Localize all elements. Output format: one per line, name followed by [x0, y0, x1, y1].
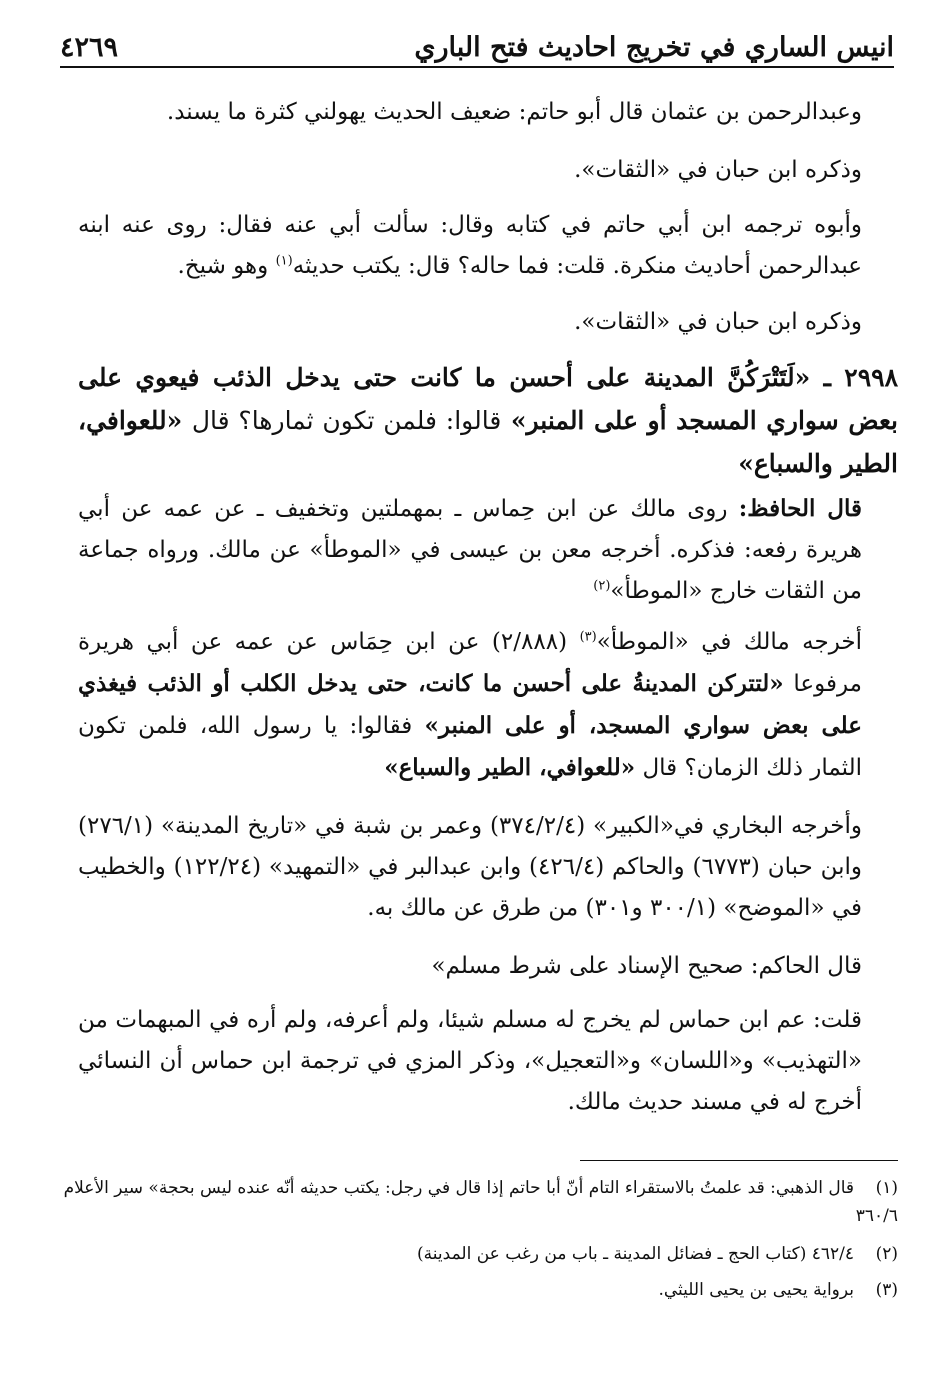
paragraph-text: وعبدالرحمن بن عثمان قال أبو حاتم: ضعيف الحديث يهولني كثرة ما يسند. — [166, 99, 862, 125]
footnote-text: قال الذهبي: قد علمتُ بالاستقراء التام أنّ أبا حاتم إذا قال في رجل: يكتب حديثه أنّه عنده ليس بحجة» سير الأعلام ٣٦٠/٦ — [63, 1178, 898, 1226]
paragraph-malik — [78, 622, 898, 789]
footnote-3 — [52, 1276, 898, 1304]
footnote-number: (١) — [875, 1178, 898, 1198]
footnote-text: برواية يحيى بن يحيى الليثي. — [658, 1280, 854, 1300]
book-title: انيس الساري في تخريج احاديث فتح الباري — [414, 32, 894, 63]
paragraph-father — [78, 205, 898, 287]
paragraph-thiqat-2 — [78, 302, 898, 343]
footnote-2 — [52, 1240, 898, 1268]
hadith-number: ٢٩٩٨ ـ — [823, 363, 898, 392]
footnote-ref[interactable]: (٣) — [579, 629, 597, 645]
footnote-number: (٣) — [875, 1280, 898, 1300]
footnote-1 — [52, 1174, 898, 1230]
paragraph-text: وذكره ابن حبان في «الثقات». — [574, 309, 862, 335]
hadith-text: «لَتَتْرَكُنَّ المدينة على أحسن ما كانت حتى يدخل الذئب فيعوي على بعض سواري المسجد أو على المنبر» — [78, 363, 898, 435]
paragraph-text: روى مالك عن ابن حِماس ـ بمهملتين وتخفيف ـ عن عمه عن أبي هريرة رفعه: فذكره. أخرجه معن بن عيسى في «الموطأ» عن مالك. ورواه جماعة من الثقات خارج «الموطأ» — [78, 496, 862, 604]
paragraph-text: أخرجه مالك في «الموطأ» — [596, 629, 863, 655]
paragraph-abdulrahman — [78, 92, 898, 133]
footnote-number: (٢) — [875, 1244, 898, 1264]
paragraph-text: وأخرجه البخاري في«الكبير» (٣٧٤/٢/٤) وعمر بن شبة في «تاريخ المدينة» (٢٧٦/١) وابن حبان (٦٧٧٣) والحاكم (٤٢٦/٤) وابن عبدالبر في «التمهيد» (١٢٢/٢٤) والخطيب في «الموضح» (٣٠٠/١ و٣٠١) من طرق عن مالك به. — [78, 813, 863, 921]
footnote-separator — [580, 1160, 898, 1161]
paragraph-text: وذكره ابن حبان في «الثقات». — [574, 157, 862, 183]
footnote-ref[interactable]: (١) — [275, 253, 293, 269]
paragraph-qultu — [78, 1000, 898, 1123]
quoted-answer: «للعوافي، الطير والسباع» — [384, 754, 636, 781]
hadith-question: قالوا: فلمن تكون ثمارها؟ قال — [191, 406, 502, 435]
paragraph-text: وهو شيخ. — [177, 253, 269, 279]
hadith-answer: «للعوافي، الطير والسباع» — [78, 406, 898, 478]
paragraph-text: فقالوا: يا رسول الله، فلمن تكون الثمار ذلك الزمان؟ قال — [78, 713, 862, 781]
quoted-hadith: «لتتركن المدينةُ على أحسن ما كانت، حتى يدخل الكلب أو الذئب فيغذي على بعض سواري المسجد، أو على المنبر» — [78, 670, 862, 739]
paragraph-thiqat-1 — [78, 150, 898, 191]
hadith-heading — [78, 356, 898, 485]
running-header — [60, 26, 894, 68]
paragraph-text: قال الحاكم: صحيح الإسناد على شرط مسلم» — [431, 953, 862, 979]
paragraph-text: (٢/٨٨٨) عن ابن حِمَاس عن عمه عن أبي هريرة مرفوعا — [78, 629, 862, 697]
footnote-ref[interactable]: (٢) — [593, 578, 611, 594]
paragraph-hafiz — [78, 488, 898, 612]
paragraph-text: قلت: عم ابن حماس لم يخرج له مسلم شيئا، ولم أعرفه، ولم أره في المبهمات من «التهذيب» و«اللسان» و«التعجيل»، وذكر المزي في ترجمة ابن حماس أن النسائي أخرج له في مسند حديث مالك. — [78, 1007, 862, 1115]
page-number: ٤٢٦٩ — [60, 32, 119, 63]
paragraph-text: وأبوه ترجمه ابن أبي حاتم في كتابه وقال: سألت أبي عنه فقال: روى عنه ابنه عبدالرحمن أحاديث منكرة. قلت: فما حاله؟ قال: يكتب حديثه — [78, 212, 862, 279]
footnote-text: ٤٦٢/٤ (كتاب الحج ـ فضائل المدينة ـ باب من رغب عن المدينة) — [417, 1244, 854, 1264]
paragraph-hakim — [78, 946, 898, 987]
paragraph-bukhari — [78, 806, 898, 929]
paragraph-label: قال الحافظ: — [738, 495, 862, 522]
